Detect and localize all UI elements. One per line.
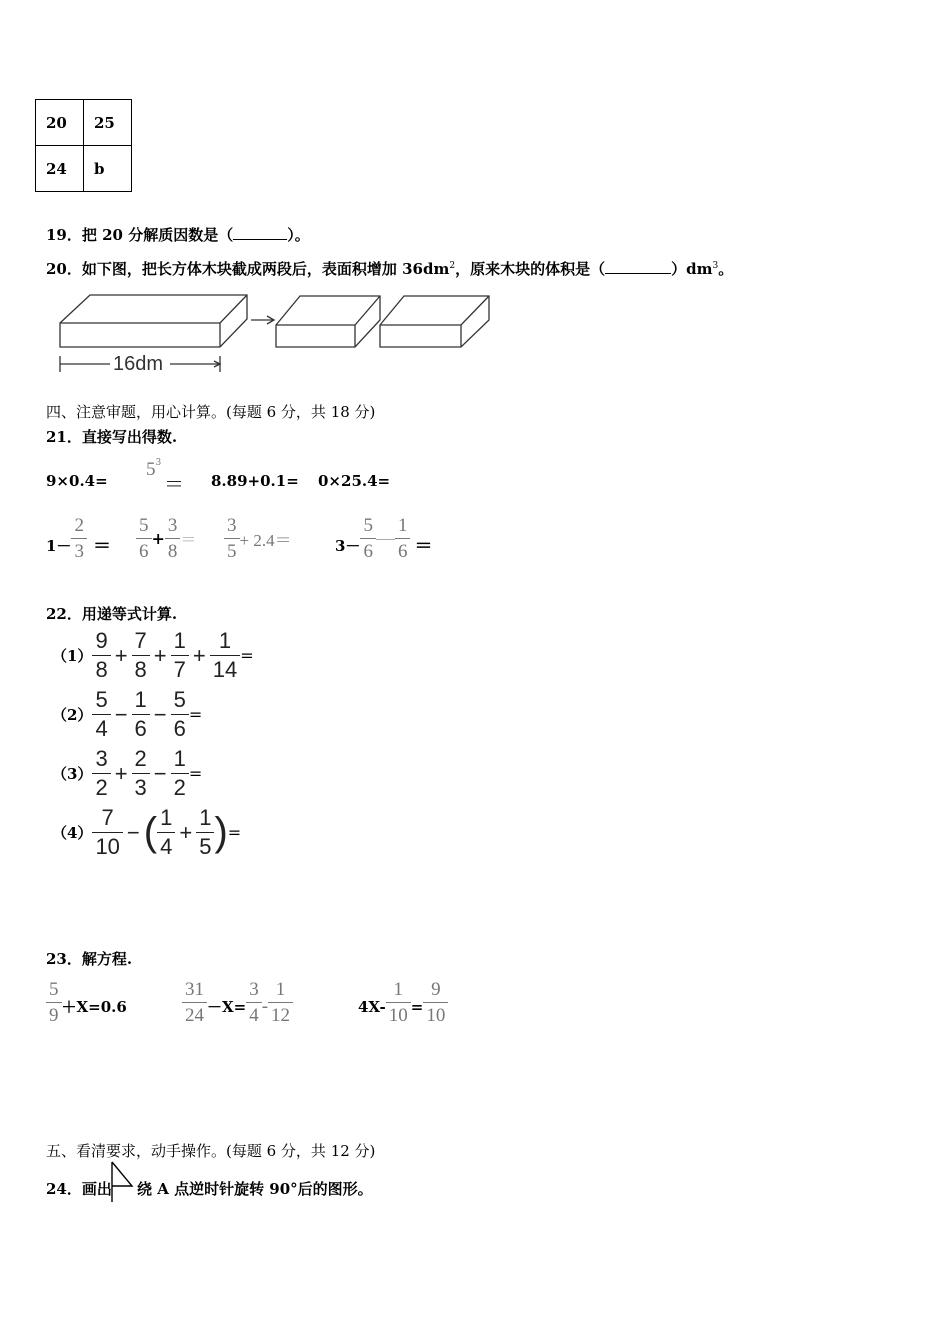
denominator: 2 <box>171 773 189 799</box>
numerator: 9 <box>431 979 441 1000</box>
denominator: 14 <box>210 655 240 681</box>
paren-open: ( <box>143 810 158 854</box>
q19-text: 19．把 20 分解质因数是（ <box>46 226 234 244</box>
equals: = <box>410 997 424 1016</box>
operator: − <box>114 701 128 727</box>
numerator: 1 <box>218 628 232 653</box>
fraction <box>171 689 189 740</box>
fraction <box>210 630 240 681</box>
q21-item <box>46 516 111 561</box>
answer-blank[interactable] <box>605 261 671 274</box>
denominator: 2 <box>92 773 110 799</box>
item-label: （3） <box>52 765 93 783</box>
fraction <box>71 516 87 561</box>
q21-item <box>335 516 432 561</box>
numerator: 2 <box>134 746 147 771</box>
fraction <box>132 689 150 740</box>
denominator: 12 <box>268 1002 293 1025</box>
length-label: 16dm <box>113 353 164 375</box>
fraction <box>224 516 240 561</box>
table-cell: 20 <box>36 100 84 146</box>
q24-text: 绕 A 点逆时针旋转 90°后的图形。 <box>137 1180 373 1198</box>
numerator: 5 <box>363 515 373 536</box>
q24-prefix: 24．画出 <box>46 1180 112 1198</box>
equation-prefix: 4X- <box>358 997 386 1016</box>
denominator: 6 <box>132 714 150 740</box>
denominator: 4 <box>246 1002 262 1025</box>
numerator: 3 <box>249 979 259 1000</box>
q22-item-2 <box>52 689 202 740</box>
question-19 <box>46 224 310 245</box>
numerator: 31 <box>185 979 204 1000</box>
operator: − <box>153 760 167 786</box>
fraction <box>92 748 110 799</box>
expr-prefix: 1－ <box>46 537 72 555</box>
equation-1 <box>46 980 127 1025</box>
equals: = <box>188 764 203 783</box>
numerator: 7 <box>134 628 147 653</box>
operator: − <box>153 701 167 727</box>
numerator: 1 <box>173 746 186 771</box>
fraction <box>386 980 411 1025</box>
equals: ＝ <box>180 532 197 549</box>
power-base: 5 <box>146 459 156 480</box>
fraction <box>246 980 262 1025</box>
numerator: 5 <box>95 687 108 712</box>
question-21-title: 21．直接写出得数. <box>46 428 178 446</box>
equation-rest: ＋X=0.6 <box>61 998 127 1016</box>
equals: = <box>188 705 203 724</box>
fraction <box>157 807 175 858</box>
numerator: 1 <box>393 979 404 1000</box>
number-table <box>35 99 132 192</box>
numerator: 1 <box>134 687 147 712</box>
numerator: 9 <box>95 628 108 653</box>
flag-shape-icon <box>110 1160 136 1204</box>
equals: ＝ <box>164 472 184 496</box>
q21-item-power <box>146 458 161 481</box>
q22-item-1 <box>52 630 254 681</box>
equation-3 <box>358 980 448 1025</box>
operator: − <box>126 819 140 845</box>
fraction <box>171 748 189 799</box>
numerator: 1 <box>173 628 186 653</box>
operator: — <box>375 527 395 549</box>
denominator: 3 <box>132 773 150 799</box>
numerator: 3 <box>227 515 237 536</box>
question-23-title: 23．解方程. <box>46 950 133 968</box>
fraction <box>136 516 152 561</box>
fraction <box>182 980 207 1025</box>
denominator: 8 <box>132 655 150 681</box>
denominator: 5 <box>196 832 214 858</box>
cuboid-figure <box>55 290 495 378</box>
fraction <box>92 630 110 681</box>
equation-mid: －X= <box>207 998 247 1016</box>
item-label: （2） <box>52 706 93 724</box>
denominator: 24 <box>182 1002 207 1025</box>
q20-sup2: 3 <box>712 261 719 271</box>
q20-mid: ，原来木块的体积是（ <box>455 260 606 278</box>
fraction <box>423 980 448 1025</box>
q21-item: 8.89+0.1= <box>211 472 299 490</box>
equals: = <box>240 646 254 665</box>
question-22-title: 22．用递等式计算. <box>46 605 178 623</box>
numerator: 1 <box>199 805 212 830</box>
denominator: 10 <box>423 1002 448 1025</box>
q20-sup: 2 <box>449 261 456 271</box>
q20-text: 20．如下图，把长方体木块截成两段后，表面积增加 36dm <box>46 260 450 278</box>
denominator: 8 <box>165 538 181 561</box>
denominator: 4 <box>157 832 175 858</box>
operator: + <box>151 529 165 548</box>
question-20 <box>46 258 733 279</box>
operator: + <box>179 819 193 845</box>
q20-tail: 。 <box>718 260 734 278</box>
item-label: （1） <box>52 647 93 665</box>
operator: + <box>153 642 167 668</box>
numerator: 1 <box>160 805 173 830</box>
fraction <box>395 516 411 561</box>
denominator: 7 <box>171 655 189 681</box>
equals: ＝ <box>92 535 111 557</box>
denominator: 10 <box>92 832 122 858</box>
denominator: 3 <box>71 538 87 561</box>
table-cell: b <box>84 146 132 192</box>
power-exponent: 3 <box>155 458 162 468</box>
denominator: 4 <box>92 714 110 740</box>
q22-item-3 <box>52 748 202 799</box>
expr-rest: + 2.4＝ <box>239 531 292 550</box>
fraction <box>196 807 214 858</box>
denominator: 8 <box>92 655 110 681</box>
denominator: 9 <box>46 1002 62 1025</box>
denominator: 10 <box>386 1002 411 1025</box>
numerator: 1 <box>397 515 408 536</box>
fraction <box>360 516 376 561</box>
denominator: 6 <box>395 538 411 561</box>
q22-item-4 <box>52 807 241 858</box>
q20-end: ）dm <box>671 260 713 278</box>
operator: + <box>192 642 206 668</box>
equals: = <box>227 823 242 842</box>
denominator: 6 <box>360 538 376 561</box>
operator: + <box>114 760 128 786</box>
fraction <box>46 980 62 1025</box>
numerator: 2 <box>74 515 84 536</box>
numerator: 5 <box>139 515 149 536</box>
denominator: 5 <box>224 538 240 561</box>
equation-2 <box>182 980 293 1025</box>
numerator: 7 <box>101 805 114 830</box>
fraction <box>268 980 293 1025</box>
denominator: 6 <box>171 714 189 740</box>
operator: - <box>261 995 269 1017</box>
q21-item: 9×0.4= <box>46 472 108 490</box>
section-5-title: 五、看清要求，动手操作。(每题 6 分，共 12 分) <box>46 1142 376 1160</box>
operator: + <box>114 642 128 668</box>
numerator: 1 <box>275 979 286 1000</box>
numerator: 3 <box>167 515 178 536</box>
answer-blank[interactable] <box>233 227 287 240</box>
fraction <box>171 630 189 681</box>
q19-end: ）。 <box>287 226 310 244</box>
fraction <box>132 748 150 799</box>
table-cell: 24 <box>36 146 84 192</box>
fraction <box>132 630 150 681</box>
denominator: 6 <box>136 538 152 561</box>
fraction <box>92 689 110 740</box>
fraction <box>165 516 181 561</box>
expr-prefix: 3－ <box>335 537 361 555</box>
numerator: 5 <box>173 687 186 712</box>
q21-item <box>136 516 196 561</box>
numerator: 5 <box>49 979 59 1000</box>
q21-item: 0×25.4= <box>318 472 391 490</box>
fraction <box>92 807 122 858</box>
table-cell: 25 <box>84 100 132 146</box>
numerator: 3 <box>95 746 108 771</box>
q21-item <box>224 516 292 561</box>
section-4-title: 四、注意审题，用心计算。(每题 6 分，共 18 分) <box>46 403 376 421</box>
item-label: （4） <box>52 824 93 842</box>
equals: ＝ <box>414 535 433 557</box>
paren-close: ) <box>214 810 228 854</box>
